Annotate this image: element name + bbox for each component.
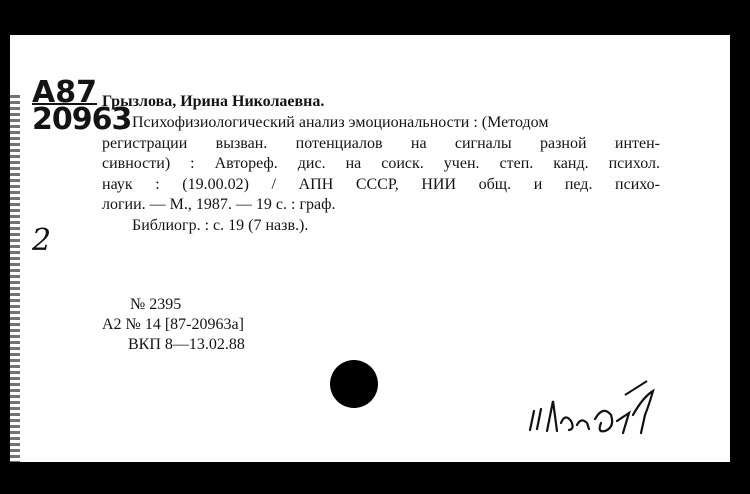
hole-punch-mark [330,360,378,408]
vkp-number: ВКП 8—13.02.88 [128,336,245,353]
shelfmark-line-2: 20963 [32,102,132,137]
card-edge-shadow [10,95,20,462]
title-line-1: Психофизиологический анализ эмоциональности : (Методом [132,114,549,131]
title-line-3: сивности) : Автореф. дис. на соиск. учен. степ. канд. психол. [102,155,660,172]
title-line-2: регистрации вызван. потенциалов на сигналы разной интен- [102,135,660,152]
title-line-5: логии. — М., 1987. — 19 с. : граф. [102,196,336,213]
accession-number: № 2395 [130,296,182,313]
copy-number: А2 № 14 [87-20963а] [102,316,244,333]
catalog-card [10,35,730,462]
bibliography-note: Библиогр. : с. 19 (7 назв.). [132,217,309,234]
handwritten-mark: 2 [32,223,52,258]
author-heading: Грызлова, Ирина Николаевна. [102,93,325,110]
shelfmark-line-1: А87 [32,75,97,110]
title-line-4: наук : (19.00.02) / АПН СССР, НИИ общ. и пед. психо- [102,176,660,193]
handwritten-signature [525,375,665,447]
